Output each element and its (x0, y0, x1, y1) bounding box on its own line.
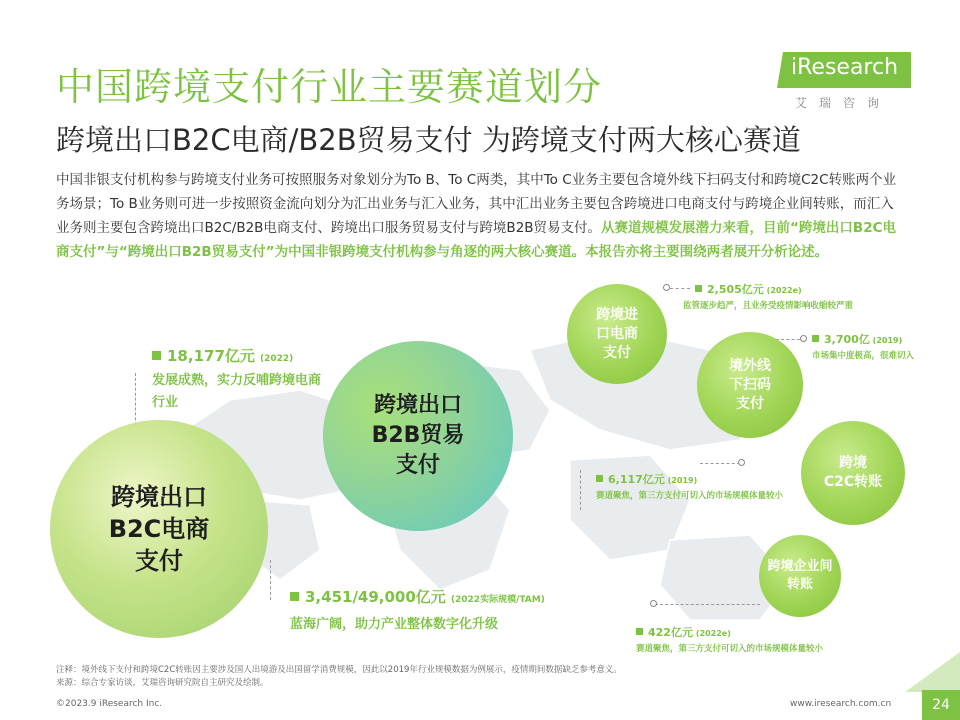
b2c-desc: 发展成熟，实力反哺跨境电商行业 (152, 373, 322, 410)
minor-0-line-1: 跨境进 (596, 306, 638, 323)
bullet-square-icon (290, 592, 299, 601)
b2b-value: 3,451/49,000亿元 (305, 588, 446, 606)
minor-1-year: (2019) (872, 336, 903, 345)
minor-0-line-3: 支付 (603, 344, 631, 361)
page-title: 中国跨境支付行业主要赛道划分 (56, 65, 603, 109)
corner-decoration (905, 652, 960, 692)
minor-3-line-2: 转账 (786, 577, 813, 592)
minor-2-line-2: C2C转账 (823, 474, 883, 490)
notes-block (56, 664, 622, 690)
b2b-year: (2022实际规模/TAM) (450, 595, 545, 605)
circle-enterprise-transfer (759, 535, 841, 617)
annotation-b2c (152, 345, 322, 414)
bullet-square-icon (636, 628, 643, 635)
annotation-import-ecommerce (683, 281, 854, 313)
minor-2-desc: 赛道聚焦，第三方支付可切入的市场规模体量较小 (596, 491, 784, 501)
minor-2-value: 6,117亿元 (608, 473, 665, 486)
minor-1-line-2: 下扫码 (729, 376, 771, 393)
b2b-line-1: 跨境出口 (373, 393, 462, 418)
minor-0-year: (2022e) (766, 286, 802, 295)
annotation-enterprise-transfer (636, 624, 823, 656)
intro-highlight-text: 从赛道规模发展潜力来看，目前“跨境出口B2C电商支付”与“跨境出口B2B贸易支付”为中国非银跨境支付机构参与角逐的两大核心赛道。本报告亦将主要围绕两者展开分析论述。 (56, 220, 897, 260)
b2b-line-2: B2B贸易 (371, 423, 465, 448)
b2c-line-1: 跨境出口 (110, 483, 207, 511)
page-number: 24 (922, 690, 960, 720)
logo-text: iResearch (791, 55, 899, 80)
minor-2-year: (2019) (667, 476, 698, 485)
circle-b2b-export-trade (323, 341, 513, 531)
circle-b2c-export-ecommerce (50, 420, 268, 638)
b2c-line-3: 支付 (134, 547, 183, 575)
b2b-desc: 蓝海广阔，助力产业整体数字化升级 (290, 617, 499, 632)
annotation-c2c (596, 471, 796, 503)
b2b-line-3: 支付 (395, 453, 440, 478)
bullet-square-icon (812, 335, 819, 342)
b2c-value: 18,177亿元 (167, 347, 255, 365)
minor-0-value: 2,505亿元 (707, 283, 764, 296)
bullet-square-icon (695, 285, 702, 292)
iresearch-logo (783, 52, 913, 142)
minor-1-desc: 市场集中度极高，很难切入 (812, 351, 915, 361)
minor-1-value: 3,700亿 (824, 333, 870, 346)
note-text: 注释：境外线下支付和跨境C2C转账因主要涉及国人出境游及出国留学消费规模，因此以2019年行业规模数据为例展示，疫情期间数据缺乏参考意义。 (56, 665, 622, 675)
minor-3-year: (2022e) (695, 629, 731, 638)
minor-1-line-1: 境外线 (729, 357, 771, 374)
annotation-b2b (290, 586, 545, 632)
minor-3-line-1: 跨境企业间 (767, 559, 833, 574)
circle-import-ecommerce (567, 284, 667, 384)
minor-2-line-1: 跨境 (838, 455, 867, 471)
minor-0-line-2: 口电商 (596, 325, 638, 342)
circle-c2c-transfer (801, 421, 905, 525)
logo-cn-text: 艾瑞咨询 (795, 96, 892, 110)
minor-1-line-3: 支付 (736, 395, 764, 412)
minor-3-desc: 赛道聚焦，第三方支付可切入的市场规模体量较小 (636, 644, 824, 654)
b2c-line-2: B2C电商 (108, 515, 210, 543)
page-subtitle: 跨境出口B2C电商/B2B贸易支付 为跨境支付两大核心赛道 (56, 123, 801, 157)
bullet-square-icon (596, 475, 603, 482)
circle-overseas-qr-payment (697, 332, 803, 438)
intro-paragraph (56, 168, 906, 264)
footer-copyright: ©2023.9 iResearch Inc. (56, 699, 163, 709)
annotation-overseas-qr (812, 331, 914, 363)
footer-url[interactable]: www.iresearch.com.cn (790, 699, 892, 709)
bullet-square-icon (152, 351, 161, 360)
b2c-year: (2022) (259, 354, 294, 364)
source-text: 来源：综合专家访谈，艾瑞咨询研究院自主研究及绘制。 (56, 678, 269, 688)
intro-normal-text: 中国非银支付机构参与跨境支付业务可按照服务对象划分为To B、To C两类，其中To C业务主要包含境外线下扫码支付和跨境C2C转账两个业务场景；To B业务则可进一步按照资金流向划分为汇出业务与汇入业务，其中汇出业务主要包含跨境进口电商支付与跨境企业间转账，而汇入业务则主要包含跨境出口B2C/B2B电商支付、跨境出口服务贸易支付与跨境B2B贸易支付。 (56, 172, 897, 236)
minor-0-desc: 监管逐步趋严，且业务受疫情影响收缩较严重 (683, 301, 854, 311)
minor-3-value: 422亿元 (648, 626, 693, 639)
